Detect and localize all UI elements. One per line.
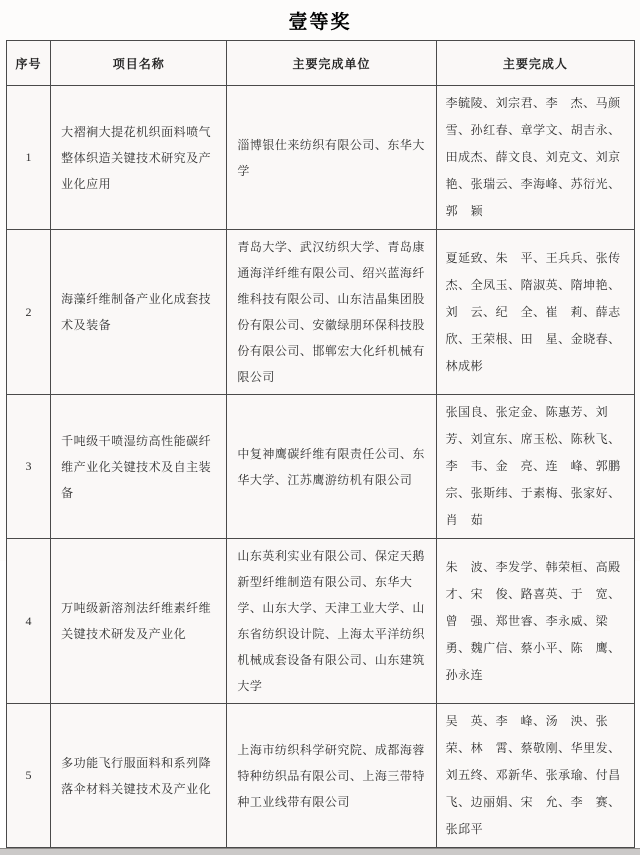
- completing-units: 中复神鹰碳纤维有限责任公司、东华大学、江苏鹰游纺机有限公司: [227, 395, 436, 539]
- project-name: 千吨级干喷湿纺高性能碳纤维产业化关键技术及自主装备: [51, 395, 227, 539]
- col-header-project: 项目名称: [51, 41, 227, 86]
- table-row: [7, 86, 635, 230]
- table-row: [7, 395, 635, 539]
- project-name: 多功能飞行服面料和系列降落伞材料关键技术及产业化: [51, 704, 227, 848]
- award-table: [6, 40, 635, 848]
- completing-units: 上海市纺织科学研究院、成都海蓉特种纺织品有限公司、上海三带特种工业线带有限公司: [227, 704, 436, 848]
- row-index: 5: [7, 704, 51, 848]
- cutoff-next-row: [0, 848, 640, 855]
- completing-units: 山东英利实业有限公司、保定天鹅新型纤维制造有限公司、东华大学、山东大学、天津工业大学、山东省纺织设计院、上海太平洋纺织机械成套设备有限公司、山东建筑大学: [227, 539, 436, 704]
- table-row: [7, 230, 635, 395]
- table-header-row: [7, 41, 635, 86]
- completers: 李毓陵、刘宗君、李 杰、马颜雪、孙红春、章学文、胡吉永、田成杰、薛文良、刘克文、刘京艳、张瑞云、李海峰、苏衍光、郭 颖: [436, 86, 634, 230]
- project-name: 海藻纤维制备产业化成套技术及装备: [51, 230, 227, 395]
- row-index: 4: [7, 539, 51, 704]
- table-row: [7, 539, 635, 704]
- row-index: 2: [7, 230, 51, 395]
- col-header-people: 主要完成人: [436, 41, 634, 86]
- completers: 夏延致、朱 平、王兵兵、张传杰、全凤玉、隋淑英、隋坤艳、刘 云、纪 全、崔 莉、薛志欣、王荣根、田 星、金晓春、林成彬: [436, 230, 634, 395]
- row-index: 3: [7, 395, 51, 539]
- completers: 张国良、张定金、陈惠芳、刘 芳、刘宣东、席玉松、陈秋飞、李 韦、金 亮、连 峰、郭鹏宗、张斯纬、于素梅、张家好、肖 茹: [436, 395, 634, 539]
- completers: 朱 波、李发学、韩荣桓、高殿才、宋 俊、路喜英、于 宽、曾 强、郑世睿、李永威、梁 勇、魏广信、蔡小平、陈 鹰、孙永连: [436, 539, 634, 704]
- completers: 吴 英、李 峰、汤 泱、张 荣、林 霄、蔡敬刚、华里发、刘五终、邓新华、张承瑜、付昌飞、边丽娟、宋 允、李 赛、张邱平: [436, 704, 634, 848]
- table-row: [7, 704, 635, 848]
- completing-units: 青岛大学、武汉纺织大学、青岛康通海洋纤维有限公司、绍兴蓝海纤维科技有限公司、山东洁晶集团股份有限公司、安徽绿朋环保科技股份有限公司、邯郸宏大化纤机械有限公司: [227, 230, 436, 395]
- col-header-index: 序号: [7, 41, 51, 86]
- col-header-units: 主要完成单位: [227, 41, 436, 86]
- completing-units: 淄博银仕来纺织有限公司、东华大学: [227, 86, 436, 230]
- project-name: 大褶裥大提花机织面料喷气整体织造关键技术研究及产业化应用: [51, 86, 227, 230]
- page-title: 壹等奖: [288, 12, 352, 33]
- row-index: 1: [7, 86, 51, 230]
- project-name: 万吨级新溶剂法纤维素纤维关键技术研发及产业化: [51, 539, 227, 704]
